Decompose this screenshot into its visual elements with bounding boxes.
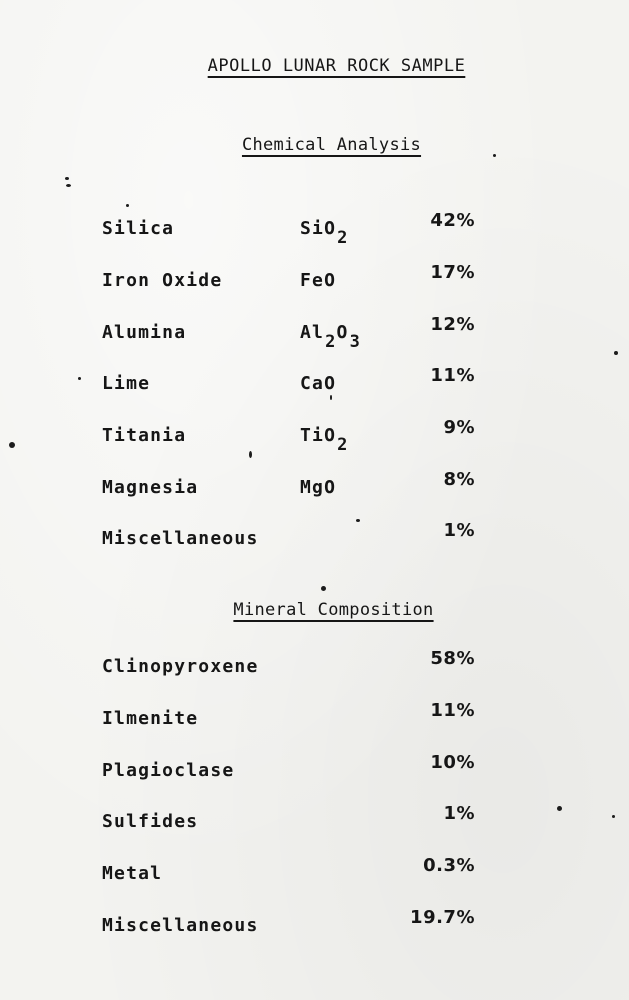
compound-name: Magnesia [102,477,199,498]
mineral-row-clinopyroxene [0,648,629,686]
compound-name: Titania [102,425,187,446]
dust-speck [321,586,326,591]
formula-text-tail: O [336,322,349,343]
mineral-name: Metal [102,863,163,884]
dust-speck [126,204,129,207]
compound-name: Iron Oxide [102,270,223,291]
mineral-name: Plagioclase [102,760,235,781]
dust-speck [614,351,618,355]
chemical-analysis-heading-text: Chemical Analysis [241,135,422,155]
dust-speck [557,806,562,811]
mineral-percent: 11% [430,700,475,721]
compound-formula [300,322,361,352]
chemical-row-titania [0,417,629,455]
mineral-percent: 0.3% [423,855,475,876]
formula-text: MgO [300,477,337,498]
mineral-name: Clinopyroxene [102,656,259,677]
compound-formula [300,218,349,248]
compound-percent: 42% [430,210,475,231]
formula-text: Al [300,322,325,343]
chemical-row-miscellaneous [0,520,629,558]
formula-subscript: 2 [337,228,349,248]
dust-speck [612,815,615,818]
dust-speck [493,154,496,157]
mineral-percent: 10% [430,752,475,773]
compound-percent: 12% [430,314,475,335]
mineral-percent: 58% [430,648,475,669]
formula-text: TiO [300,425,337,446]
compound-formula [300,425,349,455]
mineral-percent: 19.7% [410,907,475,928]
formula-subscript: 2 [325,332,337,352]
mineral-row-ilmenite [0,700,629,738]
mineral-row-plagioclase [0,752,629,790]
compound-name: Miscellaneous [102,528,259,549]
mineral-row-sulfides [0,803,629,841]
compound-name: Silica [102,218,175,239]
compound-percent: 8% [443,469,475,490]
chemical-row-lime [0,365,629,403]
dust-speck [66,184,71,187]
dust-speck [356,519,360,522]
compound-percent: 17% [430,262,475,283]
chemical-row-alumina [0,314,629,352]
formula-text: FeO [300,270,337,291]
mineral-name: Sulfides [102,811,199,832]
document-title-text: APOLLO LUNAR ROCK SAMPLE [207,56,466,76]
chemical-row-iron-oxide [0,262,629,300]
dust-speck [78,377,81,380]
compound-formula [300,373,336,394]
document-title [0,56,629,76]
mineral-row-miscellaneous [0,907,629,945]
compound-formula [300,477,336,498]
formula-subscript: 2 [337,435,349,455]
dust-speck [330,395,332,400]
compound-percent: 9% [443,417,475,438]
mineral-composition-heading [0,600,629,620]
mineral-row-metal [0,855,629,893]
chemical-analysis-heading [0,135,629,155]
dust-speck [249,451,252,458]
chemical-row-magnesia [0,469,629,507]
formula-text: CaO [300,373,337,394]
compound-percent: 11% [430,365,475,386]
dust-speck [9,442,15,448]
mineral-percent: 1% [443,803,475,824]
compound-percent: 1% [443,520,475,541]
mineral-name: Ilmenite [102,708,199,729]
dust-speck [65,177,69,180]
compound-name: Alumina [102,322,187,343]
compound-name: Lime [102,373,151,394]
formula-text: SiO [300,218,337,239]
mineral-composition-heading-text: Mineral Composition [233,600,434,620]
compound-formula [300,270,336,291]
formula-subscript-tail: 3 [349,332,361,352]
mineral-name: Miscellaneous [102,915,259,936]
chemical-row-silica [0,210,629,248]
